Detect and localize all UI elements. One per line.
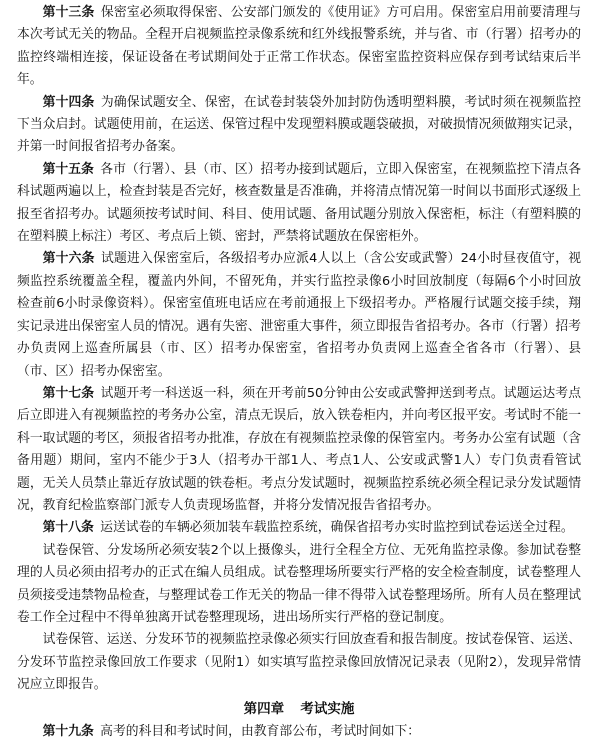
article-14-paragraph	[17, 92, 581, 159]
article-17-number: 第十七条	[42, 385, 95, 401]
article-19-text: 高考的科目和考试时间，由教育部公布，考试时间如下：	[100, 723, 421, 739]
article-14-text: 为确保试题安全、保密，在试卷封装袋外加封防伪透明塑料膜，考试时须在视频监控下当众启封。试题使用前，在运送、保管过程中发现塑料膜或题袋破损，对破损情况须做翔实记录，并第一时间报省招考办备案。	[17, 94, 581, 155]
article-19-paragraph	[17, 721, 581, 743]
exam-paper-storage-paragraph	[17, 540, 581, 630]
article-15-number: 第十五条	[42, 161, 94, 177]
article-16-text: 试题进入保密室后，各级招考办应派4人以上（含公安或武警）24小时昼夜值守，视频监控系统覆盖全程，覆盖内外间，不留死角，并实行监控录像6小时回放制度（每隔6个小时回放检查前6小时录像资料）。保密室值班电话应在考前通报上下级招考办。严格履行试题交接手续，翔实记录进出保密室人员的情况。遇有失密、泄密重大事件，须立即报告省招考办。各市（行署）招考办负责网上巡查所属县（市、区）招考办保密室，省招考办负责网上巡查全省各市（行署）、县（市、区）招考办保密室。	[17, 251, 581, 379]
chapter-number: 第四章	[243, 700, 285, 717]
article-15-text: 各市（行署）、县（市、区）招考办接到试题后，立即入保密室，在视频监控下清点各科试题两遍以上，检查封装是否完好，核查数量是否准确，并将清点情况第一时间以书面形式逐级上报至省招考办。试题须按考试时间、科目、使用试题、备用试题分别放入保密柜，标注（有塑料膜的在塑料膜上标注）考区、考点后上锁、密封，严禁将试题放在保密柜外。	[17, 161, 581, 245]
article-13-text: 保密室必须取得保密、公安部门颁发的《使用证》方可启用。保密室启用前要清理与本次考试无关的物品。全程开启视频监控录像系统和红外线报警系统，并与省、市（行署）招考办的监控终端相连接，保证设备在考试期间处于正常工作状态。保密室监控资料应保存到考试结束后半年。	[17, 5, 581, 88]
article-13-number: 第十三条	[42, 5, 95, 20]
chapter-title: 考试实施	[300, 700, 355, 717]
article-17-text: 试题开考一科送返一科，须在开考前50分钟由公安或武警押送到考点。试题运达考点后立即进入有视频监控的考务办公室，清点无误后，放入铁卷柜内，并向考区报平安。考试时不能一科一取试题的考区，须报省招考办批准，存放在有视频监控录像的保管室内。考务办公室有试题（含备用题）期间，室内不能少于3人（招考办干部1人、考点1人、公安或武警1人）专门负责看管试题，无关人员禁止靠近存放试题的铁卷柜。考点分发试题时，视频监控系统必须全程记录分发试题情况，教育纪检监察部门派专人负责现场监督，并将分发情况报告省招考办。	[17, 385, 581, 513]
article-17-paragraph	[17, 383, 581, 517]
video-replay-text: 试卷保管、运送、分发环节的视频监控录像必须实行回放查看和报告制度。按试卷保管、运送、分发环节监控录像回放工作要求（见附1）如实填写监控录像回放情况记录表（见附2），发现异常情况应立即报告。	[17, 632, 581, 693]
article-16-paragraph	[17, 248, 581, 382]
article-13-paragraph	[17, 2, 581, 92]
article-18-paragraph	[17, 517, 581, 539]
video-replay-paragraph	[17, 629, 581, 696]
chapter-heading	[17, 698, 581, 721]
article-19-number: 第十九条	[42, 723, 94, 739]
article-18-number: 第十八条	[42, 520, 94, 536]
article-16-number: 第十六条	[42, 251, 95, 267]
exam-paper-storage-text: 试卷保管、分发场所必须安装2个以上摄像头，进行全程全方位、无死角监控录像。参加试卷整理的人员必须由招考办的正式在编人员组成。试卷整理场所要实行严格的安全检查制度，试卷整理人员须接受违禁物品检查，与整理试卷工作无关的物品一律不得带入试卷整理场所。所有人员在整理试卷工作全过程中不得单独离开试卷整理现场，进出场所实行严格的登记制度。	[17, 542, 581, 625]
article-15-paragraph	[17, 159, 581, 249]
article-18-text: 运送试卷的车辆必须加装车载监控系统，确保省招考办实时监控到试卷运送全过程。	[100, 520, 574, 536]
article-14-number: 第十四条	[42, 94, 95, 110]
